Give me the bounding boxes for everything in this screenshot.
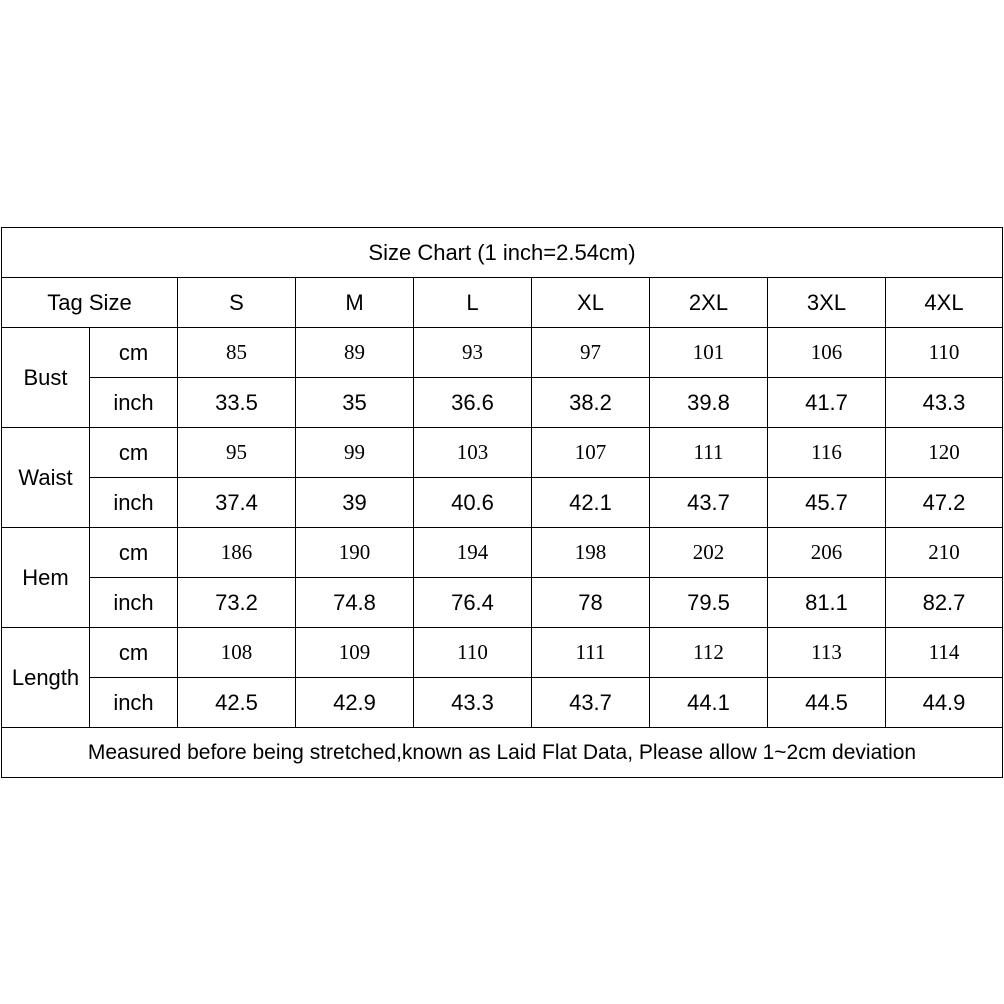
size-header: S: [178, 278, 296, 328]
inch-value-cell: 35: [296, 378, 414, 428]
cm-value-cell: 95: [178, 428, 296, 478]
cm-value-cell: 85: [178, 328, 296, 378]
cm-value-cell: 113: [768, 628, 886, 678]
size-chart-body: [2, 228, 1003, 778]
measurement-name: Bust: [2, 328, 90, 428]
inch-value-cell: 44.5: [768, 678, 886, 728]
cm-value-cell: 108: [178, 628, 296, 678]
cm-value-cell: 109: [296, 628, 414, 678]
inch-value-cell: 38.2: [532, 378, 650, 428]
unit-label-inch: inch: [90, 378, 178, 428]
inch-value-cell: 41.7: [768, 378, 886, 428]
size-header: 4XL: [886, 278, 1003, 328]
inch-value-cell: 39.8: [650, 378, 768, 428]
inch-value-cell: 74.8: [296, 578, 414, 628]
inch-value-cell: 42.9: [296, 678, 414, 728]
measurement-row-cm: [2, 528, 1003, 578]
inch-value-cell: 42.1: [532, 478, 650, 528]
cm-value-cell: 110: [886, 328, 1003, 378]
inch-value-cell: 42.5: [178, 678, 296, 728]
unit-label-cm: cm: [90, 628, 178, 678]
inch-value-cell: 81.1: [768, 578, 886, 628]
cm-value-cell: 111: [532, 628, 650, 678]
inch-value-cell: 78: [532, 578, 650, 628]
measurement-row-inch: [2, 478, 1003, 528]
cm-value-cell: 210: [886, 528, 1003, 578]
inch-value-cell: 43.7: [650, 478, 768, 528]
measurement-row-cm: [2, 428, 1003, 478]
inch-value-cell: 36.6: [414, 378, 532, 428]
measurement-name: Length: [2, 628, 90, 728]
cm-value-cell: 114: [886, 628, 1003, 678]
unit-label-inch: inch: [90, 478, 178, 528]
cm-value-cell: 194: [414, 528, 532, 578]
tag-size-label: Tag Size: [2, 278, 178, 328]
cm-value-cell: 110: [414, 628, 532, 678]
cm-value-cell: 202: [650, 528, 768, 578]
measurement-name: Hem: [2, 528, 90, 628]
inch-value-cell: 47.2: [886, 478, 1003, 528]
measurement-row-inch: [2, 378, 1003, 428]
measurement-row-inch: [2, 678, 1003, 728]
cm-value-cell: 198: [532, 528, 650, 578]
unit-label-inch: inch: [90, 678, 178, 728]
cm-value-cell: 97: [532, 328, 650, 378]
cm-value-cell: 103: [414, 428, 532, 478]
cm-value-cell: 93: [414, 328, 532, 378]
footer-row: [2, 728, 1003, 778]
inch-value-cell: 82.7: [886, 578, 1003, 628]
cm-value-cell: 111: [650, 428, 768, 478]
inch-value-cell: 37.4: [178, 478, 296, 528]
unit-label-cm: cm: [90, 328, 178, 378]
inch-value-cell: 44.9: [886, 678, 1003, 728]
cm-value-cell: 206: [768, 528, 886, 578]
size-chart-table: [1, 227, 1003, 778]
inch-value-cell: 76.4: [414, 578, 532, 628]
cm-value-cell: 120: [886, 428, 1003, 478]
measurement-row-cm: [2, 628, 1003, 678]
cm-value-cell: 190: [296, 528, 414, 578]
title-row: [2, 228, 1003, 278]
cm-value-cell: 112: [650, 628, 768, 678]
cm-value-cell: 107: [532, 428, 650, 478]
measurement-row-cm: [2, 328, 1003, 378]
cm-value-cell: 101: [650, 328, 768, 378]
cm-value-cell: 116: [768, 428, 886, 478]
inch-value-cell: 40.6: [414, 478, 532, 528]
size-header: 3XL: [768, 278, 886, 328]
header-row: [2, 278, 1003, 328]
cm-value-cell: 99: [296, 428, 414, 478]
size-header: L: [414, 278, 532, 328]
inch-value-cell: 45.7: [768, 478, 886, 528]
size-header: M: [296, 278, 414, 328]
size-header: XL: [532, 278, 650, 328]
chart-title: Size Chart (1 inch=2.54cm): [2, 228, 1003, 278]
measurement-row-inch: [2, 578, 1003, 628]
unit-label-inch: inch: [90, 578, 178, 628]
inch-value-cell: 73.2: [178, 578, 296, 628]
inch-value-cell: 43.3: [414, 678, 532, 728]
inch-value-cell: 43.3: [886, 378, 1003, 428]
unit-label-cm: cm: [90, 528, 178, 578]
inch-value-cell: 39: [296, 478, 414, 528]
inch-value-cell: 44.1: [650, 678, 768, 728]
unit-label-cm: cm: [90, 428, 178, 478]
footer-note: Measured before being stretched,known as Laid Flat Data, Please allow 1~2cm deviation: [2, 728, 1003, 778]
cm-value-cell: 186: [178, 528, 296, 578]
inch-value-cell: 33.5: [178, 378, 296, 428]
size-header: 2XL: [650, 278, 768, 328]
measurement-name: Waist: [2, 428, 90, 528]
inch-value-cell: 43.7: [532, 678, 650, 728]
cm-value-cell: 106: [768, 328, 886, 378]
inch-value-cell: 79.5: [650, 578, 768, 628]
cm-value-cell: 89: [296, 328, 414, 378]
